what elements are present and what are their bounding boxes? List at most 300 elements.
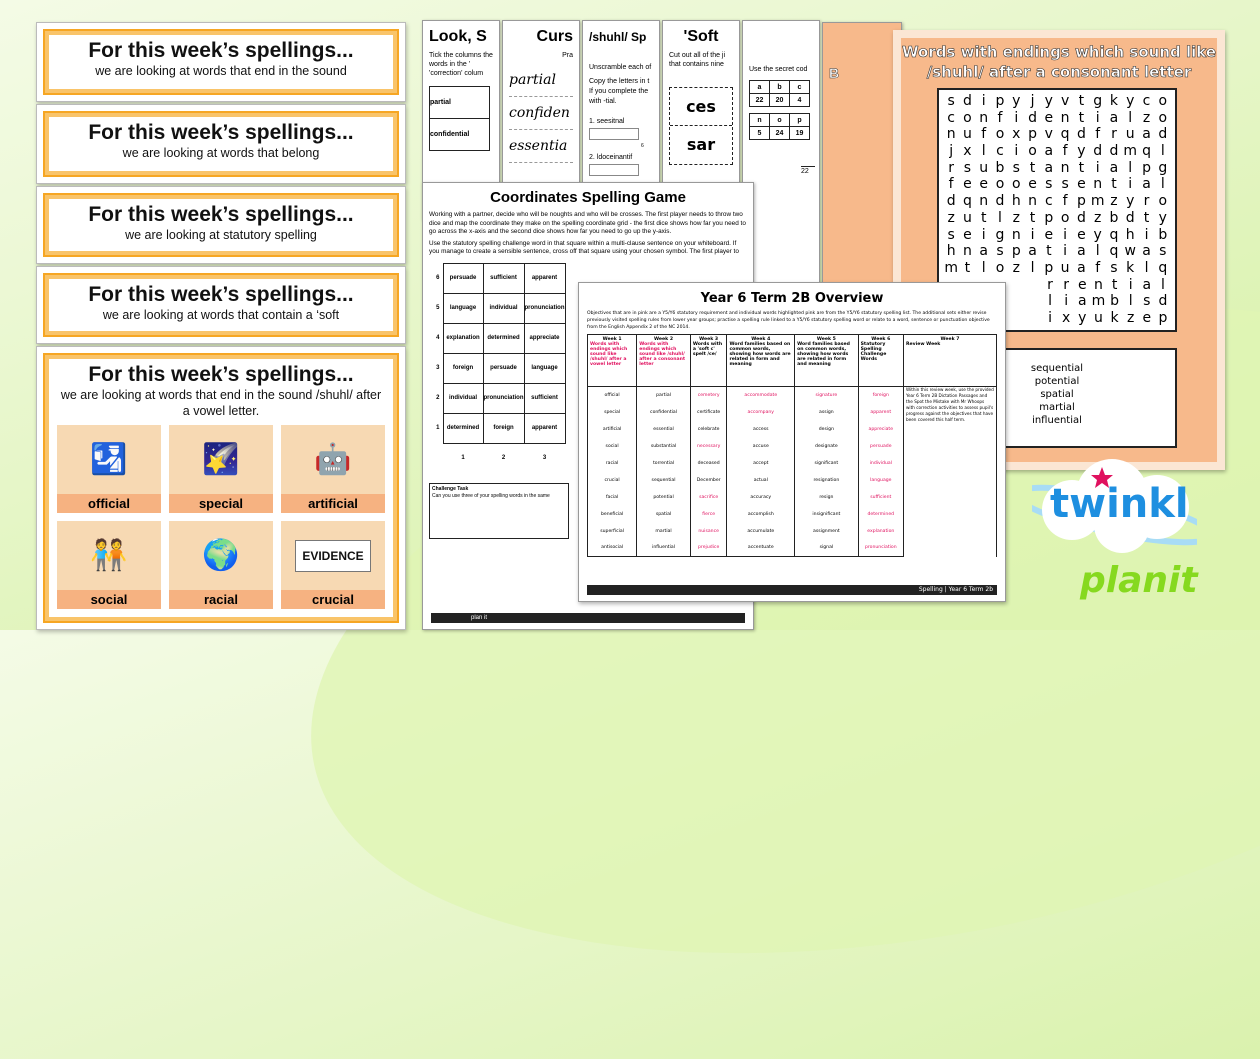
card-frame: [43, 111, 399, 177]
grid-letter: b: [1110, 293, 1119, 310]
grid-letter: n: [962, 243, 972, 260]
grid-letter: l: [1160, 143, 1165, 160]
spelling-word: prejudice: [690, 540, 727, 557]
word-picture: [281, 425, 385, 513]
grid-letter: t: [1078, 109, 1085, 126]
grid-letter: e: [1077, 176, 1086, 193]
y-axis-label: 6: [436, 274, 440, 281]
word-label: racial: [169, 590, 273, 609]
grid-letter: i: [1048, 309, 1052, 326]
look-table: [429, 86, 490, 151]
twinkl-planit-logo: [1032, 455, 1197, 555]
grid-letter: k: [1110, 309, 1119, 326]
grid-letter: n: [1094, 276, 1103, 293]
grid-row: [943, 260, 1171, 277]
grid-row: [943, 160, 1171, 177]
grid-letter: z: [1142, 109, 1151, 126]
grid-letter: m: [1123, 143, 1138, 160]
week-label: Week 4: [751, 337, 771, 342]
spelling-card: [36, 186, 406, 264]
answer-line: 22: [801, 166, 815, 176]
week-header: [795, 335, 859, 387]
grid-letter: t: [1078, 159, 1085, 176]
sheet-text: Copy the letters in t: [589, 78, 650, 85]
grid-letter: t: [980, 209, 987, 226]
grid-row: [943, 126, 1171, 143]
grid-row: [943, 176, 1171, 193]
spelling-word: accuracy: [727, 489, 795, 506]
spelling-word: sequential: [637, 472, 691, 489]
grid-letter: u: [1125, 126, 1135, 143]
spelling-card: [36, 104, 406, 184]
spelling-word: fierce: [690, 506, 727, 523]
card-title: For this week’s spellings...: [88, 39, 354, 62]
overview-intro: Objectives that are in pink are a Y5/Y6 statutory requirement and individual words highlighted pink are from the Y5/Y6 statutory spelling list. The additional sets either revise previously visited spelling rules from lower year groups; practise a spelling rule linked to a Y5/Y6 statutory spelling word or relate to a word, sentence or punctuation objective from the English Appendix 2 of the NC 2014.: [587, 311, 990, 330]
grid-letter: e: [963, 226, 972, 243]
grid-letter: p: [1011, 243, 1021, 260]
grid-letter: m: [1090, 193, 1105, 210]
spelling-word: potential: [637, 489, 691, 506]
spelling-word: appreciate: [858, 421, 903, 438]
word-picture: [57, 425, 161, 513]
grid-letter: b: [1109, 209, 1119, 226]
grid-letter: l: [1030, 259, 1035, 276]
spelling-word: beneficial: [588, 506, 637, 523]
grid-letter: z: [947, 209, 955, 226]
week-label: Week 1: [602, 337, 622, 342]
grid-letter: p: [1044, 209, 1054, 226]
spelling-word: martial: [637, 523, 691, 540]
grid-letter: n: [1060, 109, 1070, 126]
grid-letter: l: [1048, 293, 1052, 310]
grid-letter: d: [1158, 126, 1168, 143]
grid-word: determined: [443, 413, 483, 443]
sheet-text: Pra: [562, 52, 573, 59]
grid-letter: i: [1095, 109, 1100, 126]
grid-letter: i: [1128, 176, 1133, 193]
word-label: official: [57, 494, 161, 513]
spelling-word: December: [690, 472, 727, 489]
y-axis-label: 5: [436, 304, 440, 311]
grid-letter: d: [1158, 293, 1168, 310]
week-label: Week 7: [940, 337, 960, 342]
spelling-word: necessary: [690, 438, 727, 455]
grid-letter: m: [1091, 293, 1106, 310]
grid-letter: t: [1111, 176, 1117, 193]
grid-word: foreign: [483, 413, 524, 443]
grid-letter: s: [947, 93, 955, 109]
grid-letter: t: [1078, 93, 1085, 109]
grid-word: language: [443, 293, 483, 323]
grid-letter: s: [1012, 159, 1020, 176]
spelling-card: [36, 346, 406, 630]
picture-icon: 🛂: [90, 443, 128, 476]
grid-letter: t: [1111, 276, 1118, 293]
grid-word: language: [524, 353, 565, 383]
grid-letter: z: [1127, 309, 1135, 326]
cursive-word: partial: [509, 64, 573, 97]
code-cell: n: [750, 114, 770, 127]
grid-letter: l: [1128, 109, 1133, 126]
grid-letter: e: [1078, 276, 1087, 293]
spelling-word: sacrifice: [690, 489, 727, 506]
spelling-word: special: [588, 404, 637, 421]
grid-letter: l: [981, 143, 986, 160]
spelling-word: actual: [727, 472, 795, 489]
sheet-title: /shuhl/ Sp: [589, 30, 647, 44]
code-cell: o: [770, 114, 790, 127]
cursive-word: confiden: [509, 97, 573, 130]
grid-letter: i: [1014, 143, 1019, 160]
grid-letter: j: [949, 143, 954, 160]
brand-name: twinkl: [1050, 481, 1189, 527]
challenge-text: Can you use three of your spelling words in the same: [432, 493, 550, 499]
challenge-title: Challenge Task: [432, 486, 469, 492]
cursive-word: essentia: [509, 130, 573, 163]
grid-letter: y: [1093, 226, 1102, 243]
spelling-word: celebrate: [690, 421, 727, 438]
code-cell: 19: [790, 127, 810, 140]
code-cell: b: [770, 81, 790, 94]
spelling-word: assignment: [795, 523, 859, 540]
spelling-word: signal: [795, 540, 859, 557]
code-cell: 4: [790, 94, 810, 107]
grid-word: pronunciation: [524, 293, 565, 323]
evidence-newspaper: EVIDENCE: [295, 540, 370, 572]
sheet-title: B: [829, 65, 840, 81]
grid-letter: a: [1044, 159, 1054, 176]
grid-letter: n: [1060, 159, 1070, 176]
code-cell: p: [790, 114, 810, 127]
product-name: planit: [1080, 560, 1198, 601]
grid-row: [943, 210, 1171, 227]
grid-letter: d: [1076, 126, 1086, 143]
grid-letter: r: [948, 159, 955, 176]
grid-letter: l: [1160, 276, 1165, 293]
code-table: [749, 113, 810, 140]
review-text: Within this review week, use the provided Year 6 Term 2B Dictation Passages and the Spot the Mistake with Mr Whoops with correction activities to assess pupil's progress against the objectives that have been covered this half term.: [903, 387, 996, 557]
picture-icon: 🧑‍🤝‍🧑: [90, 539, 128, 572]
grid-letter: z: [1110, 193, 1118, 210]
overview-title: Year 6 Term 2B Overview: [700, 291, 884, 306]
spelling-word: significant: [795, 455, 859, 472]
grid-word: pronunciation: [483, 383, 524, 413]
grid-letter: j: [1030, 93, 1035, 109]
wordsearch-title: Words with endings which sound like /shuhl/ after a consonant letter: [901, 43, 1217, 81]
spelling-word: designate: [795, 438, 859, 455]
spelling-word: accentuate: [727, 540, 795, 557]
x-axis-label: 2: [501, 454, 506, 461]
grid-row: [943, 227, 1171, 244]
grid-letter: u: [962, 209, 972, 226]
grid-letter: f: [997, 109, 1003, 126]
word-picture: [57, 521, 161, 609]
grid-letter: a: [1142, 176, 1151, 193]
cell: confidential: [430, 119, 490, 151]
spelling-word: design: [795, 421, 859, 438]
grid-letter: a: [1142, 126, 1151, 143]
week-header: [588, 335, 637, 387]
spelling-word: certificate: [690, 404, 727, 421]
grid-letter: x: [1062, 309, 1071, 326]
sheet-footer: [431, 613, 745, 623]
spelling-word: racial: [588, 455, 637, 472]
grid-row: [943, 243, 1171, 260]
grid-letter: e: [1044, 226, 1054, 243]
spelling-word: artificial: [588, 421, 637, 438]
grid-letter: i: [1095, 159, 1100, 176]
word-picture: [169, 521, 273, 609]
grid-letter: c: [947, 109, 955, 126]
grid-letter: i: [1144, 226, 1149, 243]
grid-letter: a: [1077, 243, 1086, 260]
grid-letter: s: [947, 226, 955, 243]
sheet-text: If you complete the: [589, 88, 649, 95]
card-subtitle: we are looking at statutory spelling: [125, 228, 317, 242]
week-header: [727, 335, 795, 387]
card-title: For this week’s spellings...: [88, 203, 354, 226]
spelling-word: partial: [637, 387, 691, 404]
week-label: Week 3: [699, 337, 719, 342]
grid-letter: o: [963, 109, 972, 126]
grid-letter: y: [1158, 209, 1167, 226]
spelling-word: signature: [795, 387, 859, 404]
grid-letter: f: [1062, 193, 1068, 210]
instructions: Use the statutory spelling challenge word in that square within a multi-clause sentence on your whiteboard. If you manage to create a sensible sentence, cross off that square using your chosen symbol. The first player to: [429, 239, 739, 255]
grid-letter: o: [1158, 93, 1168, 109]
word-list-item: potential: [1034, 376, 1080, 387]
grid-letter: f: [1095, 259, 1101, 276]
grid-letter: l: [1128, 293, 1133, 310]
grid-letter: h: [1011, 193, 1021, 210]
word-label: special: [169, 494, 273, 513]
grid-letter: s: [1061, 176, 1069, 193]
card-frame: [43, 193, 399, 257]
grid-letter: o: [1028, 143, 1037, 160]
spelling-word: nuisance: [690, 523, 727, 540]
code-table: [749, 80, 810, 107]
spelling-word: accumulate: [727, 523, 795, 540]
grid-letter: g: [1093, 93, 1103, 109]
week-header: [858, 335, 903, 387]
week-topic: Review Week: [905, 342, 941, 347]
spelling-word: accuse: [727, 438, 795, 455]
grid-word: explanation: [443, 323, 483, 353]
word-label: artificial: [281, 494, 385, 513]
grid-letter: v: [1060, 93, 1070, 109]
grid-letter: t: [1029, 209, 1036, 226]
picture-icon: [281, 521, 385, 590]
grid-letter: l: [1160, 176, 1165, 193]
week-topic: Words with a 'soft c' spelt /ce/: [692, 342, 723, 357]
grid-letter: a: [1142, 276, 1152, 293]
grid-letter: f: [1095, 126, 1101, 143]
grid-letter: w: [1124, 243, 1136, 260]
sheet-footer: [587, 585, 997, 595]
grid-letter: l: [981, 259, 986, 276]
grid-letter: y: [1126, 93, 1135, 109]
x-axis-label: 1: [461, 454, 465, 461]
sheet-text: Tick the columns the words in the ' 'correction' colum: [429, 52, 493, 77]
answer-boxes: [589, 128, 639, 140]
grid-letter: u: [962, 126, 972, 143]
sheet-text: Cut out all of the ji that contains nine: [669, 52, 726, 68]
grid-letter: o: [995, 176, 1005, 193]
spelling-word: social: [588, 438, 637, 455]
grid-letter: d: [962, 93, 972, 109]
grid-letter: n: [1011, 226, 1021, 243]
x-axis-label: 3: [542, 454, 547, 461]
grid-letter: i: [1063, 226, 1068, 243]
grid-letter: s: [1143, 293, 1151, 310]
week-topic: Words with endings which sound like /shuhl/ after a vowel letter: [590, 342, 628, 367]
sheet-title: Curs: [536, 28, 573, 45]
grid-word: foreign: [443, 353, 483, 383]
grid-letter: b: [1158, 226, 1168, 243]
picture-icon: 🤖: [314, 443, 352, 476]
code-cell: 22: [750, 94, 770, 107]
grid-letter: k: [1126, 259, 1135, 276]
grid-letter: l: [1144, 259, 1149, 276]
grid-letter: d: [946, 193, 956, 210]
sheet-title: Coordinates Spelling Game: [490, 189, 686, 206]
grid-letter: e: [1028, 176, 1037, 193]
sheet-text: Use the secret cod: [749, 66, 808, 73]
spelling-word: essential: [637, 421, 691, 438]
grid-letter: o: [1158, 193, 1168, 210]
spelling-word: explanation: [858, 523, 903, 540]
grid-letter: n: [1028, 193, 1037, 210]
spelling-word: accompany: [727, 404, 795, 421]
cell: partial: [430, 87, 490, 119]
grid-letter: o: [1060, 209, 1070, 226]
spelling-word: pronunciation: [858, 540, 903, 557]
card-subtitle: we are looking at words that end in the sound /shuhl/ after a vowel letter.: [60, 388, 382, 418]
card-frame: [43, 29, 399, 95]
word-label: crucial: [281, 590, 385, 609]
grid-letter: p: [995, 93, 1005, 109]
code-cell: 20: [770, 94, 790, 107]
grid-letter: q: [962, 193, 972, 210]
jigsaw-piece: sar: [686, 135, 716, 154]
grid-letter: e: [1077, 226, 1086, 243]
grid-word: persuade: [443, 263, 483, 293]
grid-letter: a: [1078, 293, 1087, 310]
jigsaw-piece: ces: [670, 88, 732, 126]
grid-word: individual: [443, 383, 483, 413]
spelling-word: substantial: [637, 438, 691, 455]
code-cell: 24: [770, 127, 790, 140]
grid-letter: r: [1143, 193, 1150, 210]
grid-letter: q: [1109, 243, 1119, 260]
grid-letter: u: [1094, 309, 1103, 326]
spelling-word: determined: [858, 506, 903, 523]
grid-letter: g: [995, 226, 1005, 243]
spelling-word: resign: [795, 489, 859, 506]
grid-letter: r: [1111, 126, 1117, 143]
grid-letter: t: [1046, 243, 1052, 260]
word-label: social: [57, 590, 161, 609]
grid-letter: m: [944, 259, 958, 276]
word-list-item: sequential: [1030, 363, 1084, 374]
orange-sheet: [822, 22, 902, 292]
grid-letter: u: [1060, 259, 1070, 276]
grid-word: persuade: [483, 353, 524, 383]
sheet-title: Look, S: [429, 28, 487, 45]
card-subtitle: we are looking at words that contain a ‘soft: [102, 308, 340, 322]
grid-letter: q: [1060, 126, 1070, 143]
grid-letter: a: [1077, 259, 1086, 276]
week-topic: Word families based on common words, showing how words are related in form and meaning: [729, 342, 791, 367]
spelling-word: confidential: [637, 404, 691, 421]
word-list-item: influential: [1032, 415, 1082, 426]
grid-letter: x: [963, 143, 972, 160]
grid-letter: i: [1030, 226, 1035, 243]
grid-letter: i: [981, 226, 986, 243]
spelling-word: spatial: [637, 506, 691, 523]
week-label: Week 2: [654, 337, 674, 342]
spelling-word: facial: [588, 489, 637, 506]
grid-letter: h: [1125, 226, 1135, 243]
grid-letter: v: [1044, 126, 1053, 143]
sheet-text: Unscramble each of: [589, 64, 652, 71]
grid-letter: a: [1044, 143, 1054, 160]
coordinate-grid: [433, 263, 566, 474]
week-topic: Statutory Spelling Challenge Words: [860, 342, 887, 362]
spelling-word: individual: [858, 455, 903, 472]
grid-letter: o: [1011, 176, 1021, 193]
grid-letter: s: [1110, 259, 1118, 276]
card-title: For this week’s spellings...: [88, 121, 354, 144]
grid-letter: a: [1142, 243, 1151, 260]
grid-letter: z: [1093, 209, 1102, 226]
spelling-word: foreign: [858, 387, 903, 404]
word-picture: [281, 521, 385, 609]
grid-letter: i: [981, 93, 986, 109]
grid-letter: r: [1047, 276, 1053, 293]
spelling-word: persuade: [858, 438, 903, 455]
card-subtitle: we are looking at words that belong: [122, 146, 320, 160]
word-list-item: martial: [1039, 402, 1075, 413]
spelling-word: assign: [795, 404, 859, 421]
grid-letter: p: [1142, 159, 1151, 176]
grid-letter: e: [1142, 309, 1152, 326]
grid-letter: e: [963, 176, 972, 193]
grid-letter: a: [1028, 243, 1037, 260]
week-topic: Words with endings which sound like /shuhl/ after a consonant letter: [639, 342, 686, 367]
week-label: Week 5: [816, 337, 836, 342]
card-frame: [43, 273, 399, 337]
grid-letter: c: [1142, 93, 1151, 109]
grid-letter: o: [995, 259, 1005, 276]
grid-letter: b: [995, 159, 1005, 176]
grid-word: sufficient: [483, 263, 524, 293]
grid-letter: l: [1095, 243, 1100, 260]
grid-letter: t: [964, 259, 971, 276]
spelling-word: access: [727, 421, 795, 438]
code-cell: 5: [750, 127, 770, 140]
spelling-card: [36, 266, 406, 344]
grid-letter: a: [1109, 109, 1119, 126]
question: 2. ldoceinantif: [589, 154, 633, 161]
grid-word: sufficient: [524, 383, 565, 413]
grid-letter: s: [996, 243, 1004, 260]
word-picture: [169, 425, 273, 513]
grid-letter: q: [1158, 259, 1168, 276]
picture-icon: 🌠: [202, 443, 240, 476]
grid-letter: y: [1126, 193, 1135, 210]
picture-icon: 🌍: [202, 539, 240, 572]
